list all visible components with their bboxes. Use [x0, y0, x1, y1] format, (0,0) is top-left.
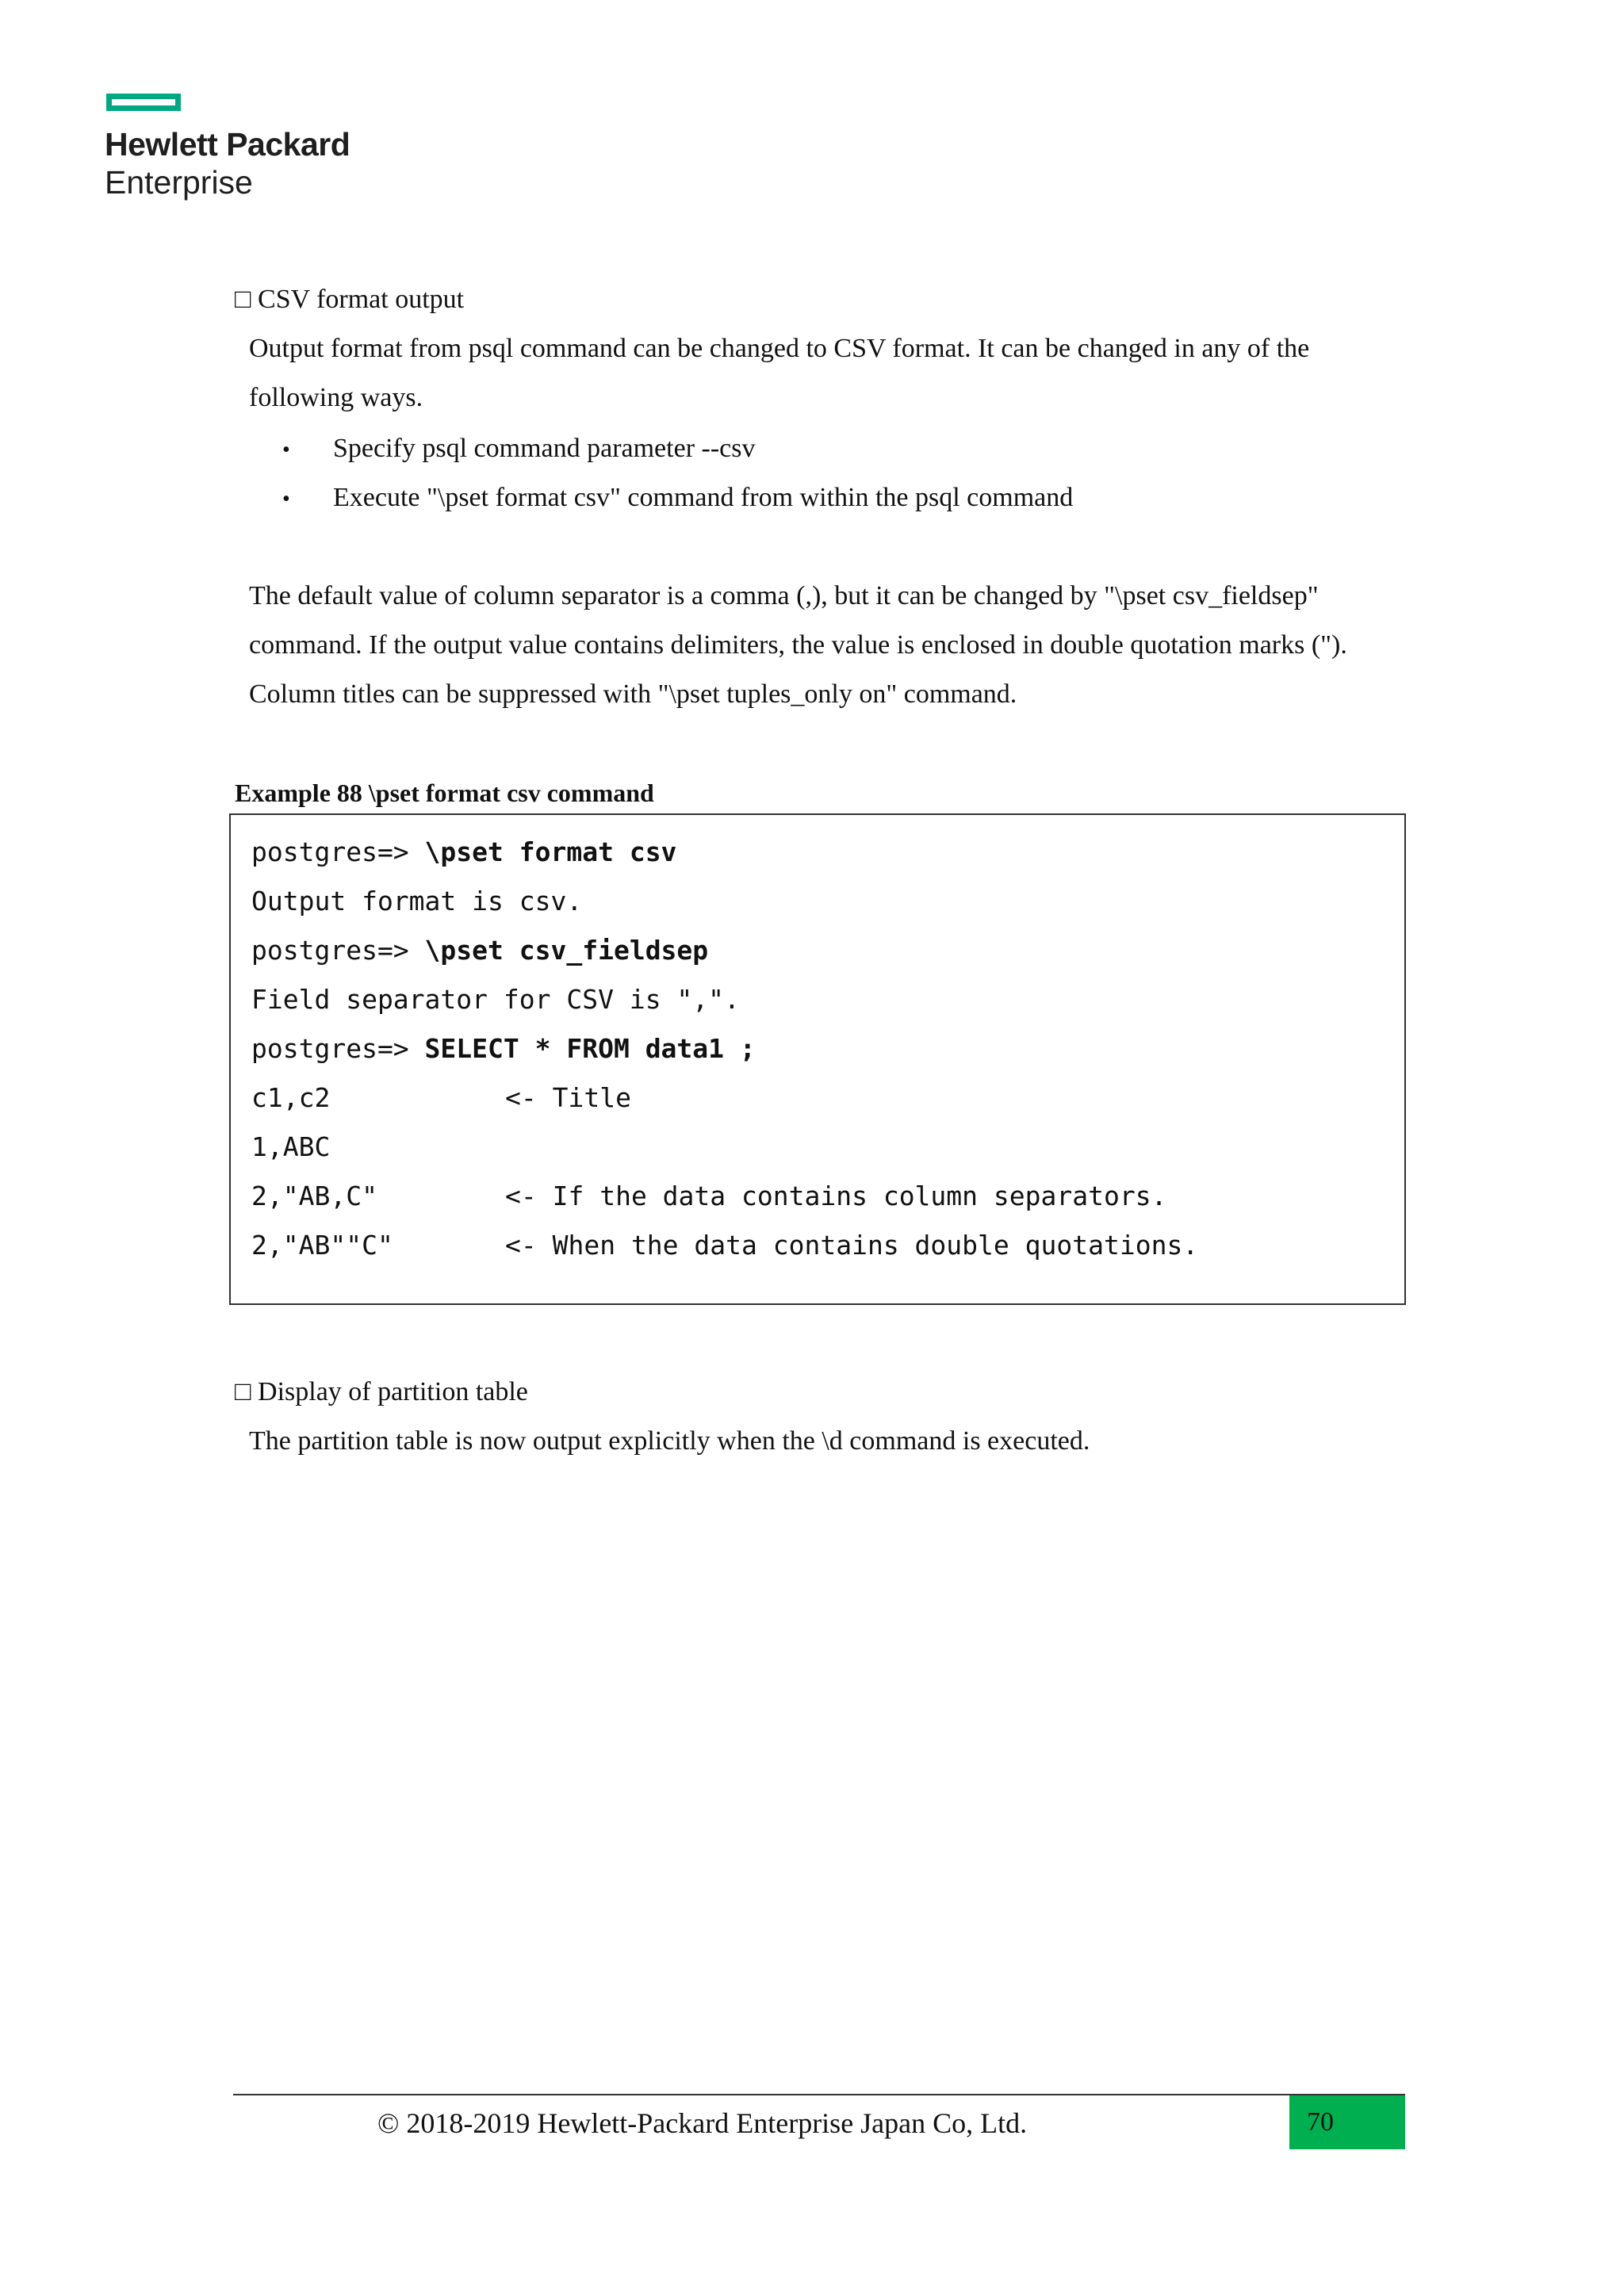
bullet-icon: •	[282, 487, 290, 511]
code-line	[251, 1172, 1167, 1221]
csv-section-heading: □ CSV format output	[235, 285, 465, 314]
code-comment: <- If the data contains column separators.	[505, 1181, 1167, 1211]
csv-bullet-text: Specify psql command parameter --csv	[333, 434, 756, 463]
code-prompt: postgres=>	[251, 836, 425, 867]
csv-bullet-item	[282, 473, 1073, 524]
footer-divider	[233, 2094, 1405, 2095]
footer-copyright: © 2018-2019 Hewlett-Packard Enterprise Japan Co, Ltd.	[377, 2107, 1028, 2139]
code-comment: <- Title	[505, 1082, 631, 1113]
bullet-icon: •	[282, 438, 290, 462]
code-line	[251, 828, 676, 877]
code-line	[251, 1024, 756, 1073]
code-comment: <- When the data contains double quotations.	[505, 1230, 1199, 1261]
code-command: SELECT * FROM data1 ;	[424, 1033, 756, 1064]
example-caption: Example 88 \pset format csv command	[235, 779, 654, 807]
code-line	[251, 1073, 631, 1123]
code-prompt: postgres=>	[251, 1033, 425, 1064]
code-prompt: postgres=>	[251, 935, 425, 966]
code-line: 1,ABC	[251, 1131, 331, 1162]
code-output: c1,c2	[251, 1082, 331, 1113]
code-line	[251, 926, 708, 975]
code-line	[251, 1221, 1199, 1270]
page-number: 70	[1289, 2095, 1405, 2149]
code-command: \pset format csv	[424, 836, 677, 867]
partition-paragraph: The partition table is now output explicitly when the \d command is executed.	[249, 1426, 1090, 1456]
code-output: 2,"AB""C"	[251, 1230, 393, 1261]
logo-text-line1: Hewlett Packard	[105, 126, 350, 163]
logo-text-line2: Enterprise	[105, 164, 253, 201]
csv-bullet-item	[282, 424, 755, 475]
csv-separator-paragraph: The default value of column separator is a comma (,), but it can be changed by "\pset csv_fieldsep" command. If the output value contains delimiters, the value is enclosed in double quotation marks ("). Column titles can be suppressed with "\pset tuples_only on" command.	[249, 581, 1347, 709]
code-line: Field separator for CSV is ",".	[251, 984, 740, 1015]
hpe-logo-rectangle-icon	[106, 94, 181, 111]
csv-intro-paragraph: Output format from psql command can be changed to CSV format. It can be changed in any of the following ways.	[249, 334, 1310, 412]
code-command: \pset csv_fieldsep	[424, 935, 709, 966]
code-line: Output format is csv.	[251, 886, 583, 916]
code-example-box	[229, 813, 1406, 1305]
code-output: 2,"AB,C"	[251, 1181, 377, 1211]
partition-section-heading: □ Display of partition table	[235, 1377, 528, 1406]
hpe-logo	[105, 94, 358, 205]
csv-bullet-text: Execute "\pset format csv" command from within the psql command	[333, 483, 1074, 512]
